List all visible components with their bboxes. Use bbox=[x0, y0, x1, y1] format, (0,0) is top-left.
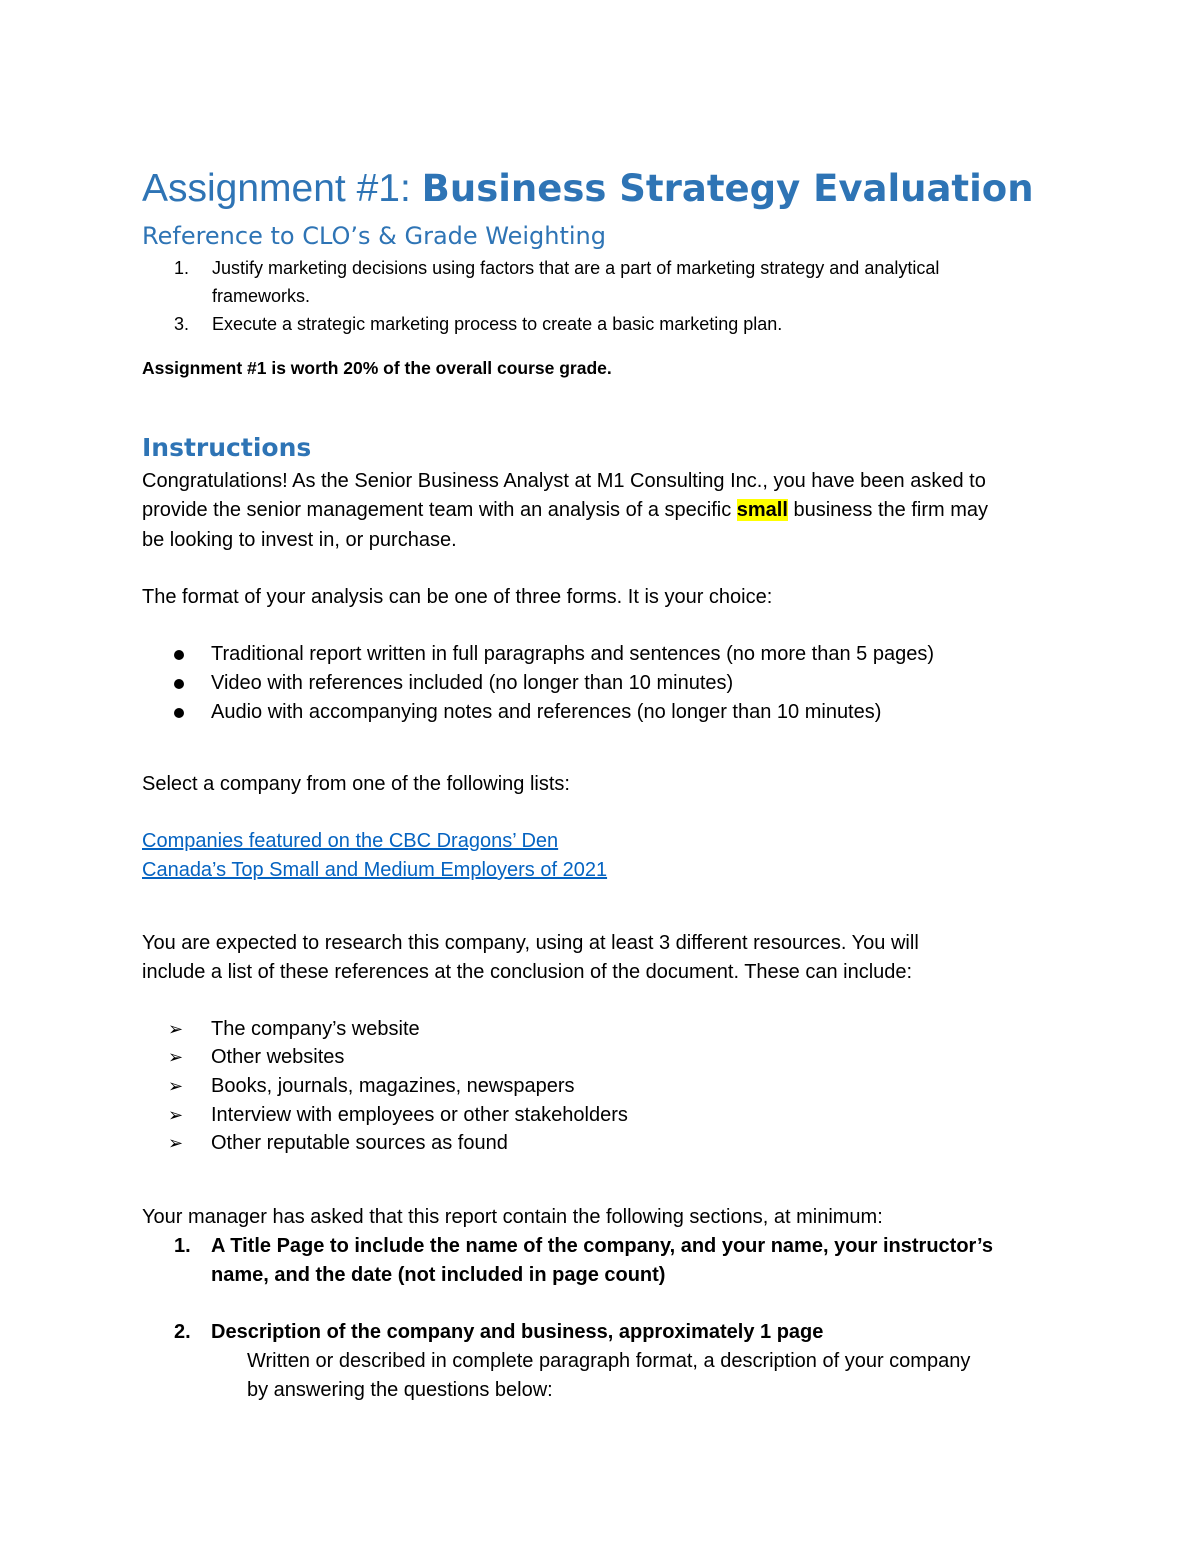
section-text: Description of the company and business, approximately 1 page bbox=[211, 1321, 824, 1343]
section-text: A Title Page to include the name of the company, and your name, your instructor’s bbox=[211, 1235, 993, 1257]
list-item-text: Other websites bbox=[211, 1046, 345, 1068]
list-item-text: Books, journals, magazines, newspapers bbox=[211, 1075, 575, 1097]
list-item-text: The company’s website bbox=[211, 1018, 420, 1040]
research-line-1: You are expected to research this company, using at least 3 different resources. You will bbox=[142, 932, 919, 954]
list-item-text: Video with references included (no longer than 10 minutes) bbox=[211, 672, 734, 694]
highlighted-word: small bbox=[736, 499, 788, 521]
bullet-icon bbox=[174, 679, 184, 689]
list-item-text: Audio with accompanying notes and references (no longer than 10 minutes) bbox=[211, 701, 882, 723]
clo-item-text: frameworks. bbox=[212, 286, 311, 306]
arrow-bullet-icon: ➢ bbox=[168, 1105, 184, 1125]
resources-list bbox=[0, 1015, 1200, 1160]
list-item-text: Interview with employees or other stakeholders bbox=[211, 1104, 628, 1126]
grade-note: Assignment #1 is worth 20% of the overall course grade. bbox=[142, 358, 612, 378]
clo-item-text: Execute a strategic marketing process to create a basic marketing plan. bbox=[212, 314, 783, 334]
clo-item-number: 1. bbox=[174, 258, 190, 278]
section-item-1 bbox=[0, 1231, 1200, 1291]
bullet-icon bbox=[174, 708, 184, 718]
page-title bbox=[142, 164, 1034, 214]
instructions-heading: Instructions bbox=[142, 433, 312, 462]
section-number: 1. bbox=[174, 1235, 191, 1257]
list-item-text: Other reputable sources as found bbox=[211, 1132, 508, 1154]
research-line-2: include a list of these references at the conclusion of the document. These can include: bbox=[142, 961, 913, 983]
section-number: 2. bbox=[174, 1321, 191, 1343]
intro-line-3: be looking to invest in, or purchase. bbox=[142, 529, 457, 551]
list-item-text: Traditional report written in full paragraphs and sentences (no more than 5 pages) bbox=[211, 643, 934, 665]
clo-heading: Reference to CLO’s & Grade Weighting bbox=[142, 222, 607, 250]
arrow-bullet-icon: ➢ bbox=[168, 1076, 184, 1096]
section-2-description-line-2: by answering the questions below: bbox=[247, 1379, 553, 1401]
arrow-bullet-icon: ➢ bbox=[168, 1019, 184, 1039]
link-dragons-den[interactable]: Companies featured on the CBC Dragons’ Den bbox=[142, 830, 559, 852]
clo-item-number: 3. bbox=[174, 314, 190, 334]
link-top-employers[interactable]: Canada’s Top Small and Medium Employers of 2021 bbox=[142, 859, 608, 881]
bullet-icon bbox=[174, 650, 184, 660]
intro-line-1: Congratulations! As the Senior Business Analyst at M1 Consulting Inc., you have been asked to bbox=[142, 470, 986, 492]
sections-intro: Your manager has asked that this report contain the following sections, at minimum: bbox=[142, 1206, 883, 1228]
format-options-list bbox=[0, 640, 1200, 730]
title-main: Business Strategy Evaluation bbox=[421, 167, 1034, 210]
intro-line-2 bbox=[142, 496, 988, 525]
clo-item-text: Justify marketing decisions using factors that are a part of marketing strategy and analytical bbox=[212, 258, 940, 278]
format-intro: The format of your analysis can be one of three forms. It is your choice: bbox=[142, 586, 773, 608]
intro-text: provide the senior management team with an analysis of a specific bbox=[142, 499, 737, 521]
section-2-description-line-1: Written or described in complete paragraph format, a description of your company bbox=[247, 1350, 971, 1372]
arrow-bullet-icon: ➢ bbox=[168, 1133, 184, 1153]
title-prefix: Assignment #1: bbox=[142, 167, 422, 210]
section-item-2 bbox=[0, 1317, 1200, 1347]
section-text: name, and the date (not included in page count) bbox=[211, 1264, 666, 1286]
select-prompt: Select a company from one of the following lists: bbox=[142, 773, 570, 795]
arrow-bullet-icon: ➢ bbox=[168, 1047, 184, 1067]
intro-text: business the firm may bbox=[787, 499, 988, 521]
